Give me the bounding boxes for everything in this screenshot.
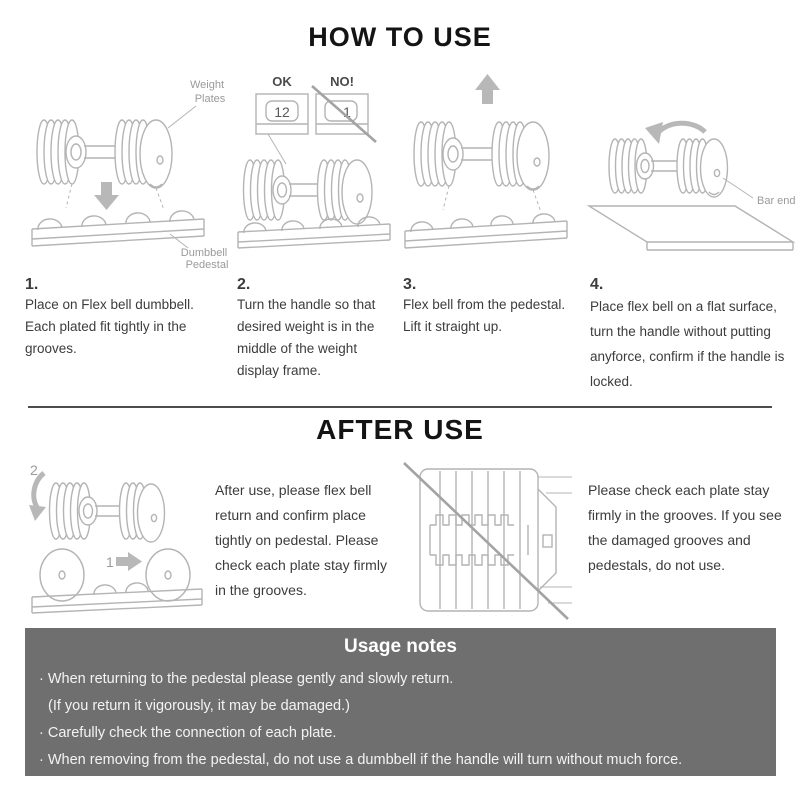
no-weight-value: 1 xyxy=(343,104,351,120)
bar-end-label: Bar end xyxy=(757,195,796,207)
step-1-number: 1. xyxy=(25,276,39,293)
usage-note-1-cont: (If you return it vigorously, it may be damaged.) xyxy=(48,698,350,714)
usage-note-1: · When returning to the pedestal please gently and slowly return. xyxy=(39,671,454,687)
dumbbell-pedestal-label-line1: Dumbbell xyxy=(180,247,228,259)
weight-plates-label-line2: Plates xyxy=(194,93,226,105)
sequence-2-label: 2 xyxy=(30,462,38,478)
dumbbell-pedestal-label-line2: Pedestal xyxy=(185,259,229,270)
step3-illustration xyxy=(393,68,575,270)
step-4-number: 4. xyxy=(590,276,604,293)
step-3 xyxy=(403,276,571,338)
usage-notes-panel xyxy=(25,628,776,776)
right-arrow-icon xyxy=(116,557,128,566)
usage-notes-title: Usage notes xyxy=(344,636,457,657)
usage-note-3: · When removing from the pedestal, do not use a dumbbell if the handle will turn without much force. xyxy=(39,752,683,768)
sequence-1-label: 1 xyxy=(106,554,114,570)
after-use-return-illustration xyxy=(18,455,214,627)
step-2-number: 2. xyxy=(237,276,251,293)
after-use-title: AFTER USE xyxy=(316,414,484,445)
ok-label: OK xyxy=(272,74,292,89)
step-1-text: Place on Flex bell dumbbell. Each plated fit tightly in the grooves. xyxy=(25,297,194,356)
no-label: NO! xyxy=(330,74,354,89)
step-3-number: 3. xyxy=(403,276,417,293)
step-4-text: Place flex bell on a flat surface, turn the handle without putting anyforce, confirm if the handle is locked. xyxy=(590,299,785,389)
step4-illustration xyxy=(585,92,800,268)
step2-illustration xyxy=(228,68,400,270)
step-4 xyxy=(590,276,790,394)
up-arrow-icon xyxy=(475,74,500,90)
usage-note-2: · Carefully check the connection of each plate. xyxy=(39,725,337,741)
after-use-left-text: After use, please flex bell return and confirm place tightly on pedestal. Please check each plate stay firmly in the grooves. xyxy=(215,482,387,598)
step-3-text: Flex bell from the pedestal. Lift it straight up. xyxy=(403,297,566,334)
section-divider xyxy=(28,406,772,408)
step-1 xyxy=(25,276,210,360)
rotate-arrow-icon xyxy=(657,123,705,134)
after-use-damaged-illustration xyxy=(398,455,576,627)
how-to-use-title: HOW TO USE xyxy=(308,22,492,52)
curved-down-arrow-icon xyxy=(34,473,44,509)
step-2-text: Turn the handle so that desired weight is in the middle of the weight display frame. xyxy=(237,297,376,378)
weight-plates-label-line1: Weight xyxy=(189,79,225,91)
step1-illustration xyxy=(18,68,230,270)
down-arrow-icon xyxy=(101,182,112,195)
step-2 xyxy=(237,276,394,382)
ok-weight-value: 12 xyxy=(274,104,290,120)
after-use-right-text: Please check each plate stay firmly in the grooves. If you see the damaged grooves and pedestals, do not use. xyxy=(588,482,782,573)
